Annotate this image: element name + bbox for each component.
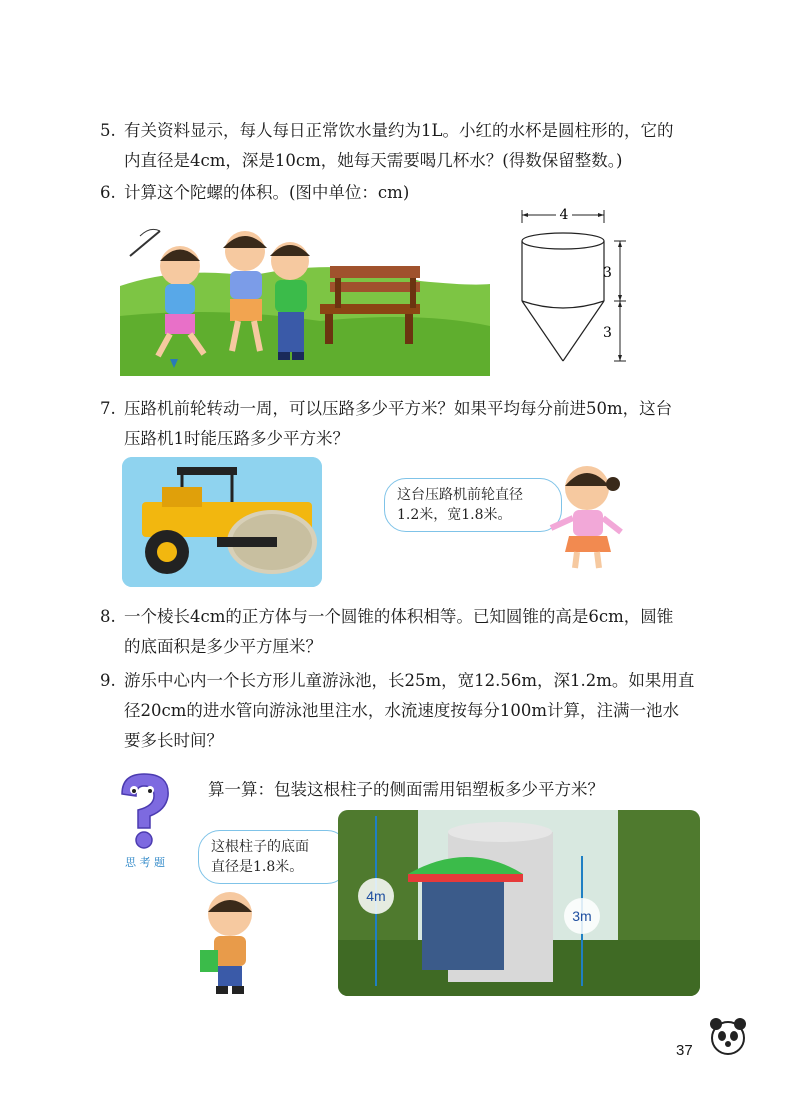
page-number: 37: [676, 1042, 693, 1059]
diameter-label: 4: [559, 207, 569, 223]
question-text: 一个棱长4cm的正方体与一个圆锥的体积相等。已知圆锥的高是6cm，圆锥: [124, 607, 674, 626]
question-text: 径20cm的进水管向游泳池里注水，水流速度按每分100m计算，注满一池水: [124, 701, 680, 720]
boy-with-book-illustration: [190, 888, 270, 998]
pillar-photo: [338, 810, 700, 996]
question-5: [100, 116, 720, 176]
girl-illustration: [545, 460, 625, 575]
thinking-question-badge: [110, 772, 180, 872]
road-roller-photo: [122, 457, 322, 587]
bubble-text: 1.2米，宽1.8米。: [397, 507, 512, 523]
question-number: 7.: [100, 399, 116, 418]
question-text: 要多长时间？: [124, 731, 223, 750]
girl-icon: [551, 466, 621, 568]
height-4m-label: 4m: [366, 888, 386, 904]
question-number: 8.: [100, 607, 116, 626]
cylinder-height-label: 3: [603, 265, 612, 281]
question-text: 内直径是4cm，深是10cm，她每天需要喝几杯水？(得数保留整数。): [124, 151, 623, 170]
question-number: 5.: [100, 121, 116, 140]
question-text: 有关资料显示，每人每日正常饮水量约为1L。小红的水杯是圆柱形的，它的: [124, 121, 674, 140]
spinning-top-diagram: [500, 205, 640, 370]
cone-height-label: 3: [603, 325, 612, 341]
question-number: 9.: [100, 671, 116, 690]
question-8: [100, 602, 720, 662]
bubble-text: 直径是1.8米。: [211, 859, 304, 875]
panda-icon: [706, 1016, 750, 1060]
question-text: 的底面积是多少平方厘米？: [124, 637, 322, 656]
bubble-text: 这根柱子的底面: [211, 839, 309, 855]
question-9: [100, 666, 720, 756]
height-3m-label: 3m: [572, 908, 592, 924]
bubble-text: 这台压路机前轮直径: [397, 487, 523, 503]
boy-icon: [200, 892, 252, 994]
question-number: 6.: [100, 183, 116, 202]
question-6: [100, 178, 720, 208]
thinking-question-title: 算一算：包装这根柱子的侧面需用铝塑板多少平方米？: [208, 780, 604, 799]
thinking-question-label: 思 考 题: [125, 856, 165, 869]
speech-bubble: [384, 478, 562, 532]
question-mark-icon: [122, 774, 168, 848]
question-7: [100, 394, 720, 454]
speech-bubble: [198, 830, 349, 884]
kids-playing-top-illustration: [120, 226, 490, 376]
question-text: 压路机前轮转动一周，可以压路多少平方米？如果平均每分前进50m，这台: [124, 399, 673, 418]
question-text: 压路机1时能压路多少平方米？: [124, 429, 349, 448]
question-text: 游乐中心内一个长方形儿童游泳池，长25m，宽12.56m，深1.2m。如果用直: [124, 671, 695, 690]
question-text: 计算这个陀螺的体积。(图中单位：cm): [124, 183, 410, 202]
